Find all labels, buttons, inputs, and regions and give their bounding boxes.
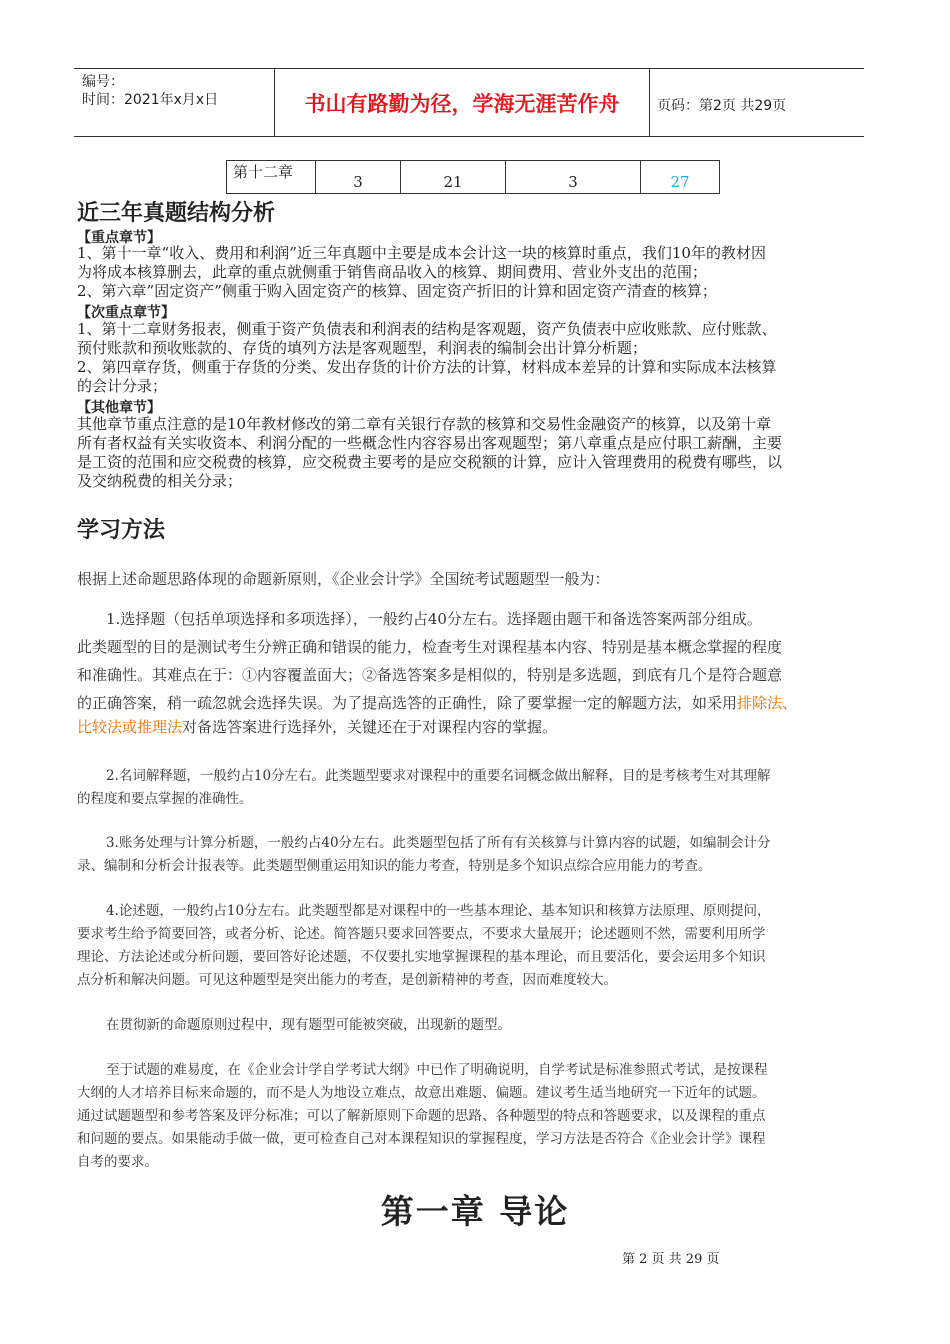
date-text: 时间：2021年x月x日 [82, 92, 219, 108]
motto: 书山有路勤为径，学海无涯苦作舟 [275, 69, 650, 136]
text-line: 的程度和要点掌握的准确性。 [77, 791, 253, 807]
text-line: 理论、方法论述或分析问题，要回答好论述题，不仅要扎实地掌握课程的基本理论，而且要活化，要会运用多个知识 [77, 949, 766, 965]
table-cell: 3 [506, 161, 641, 194]
text-line: 为将成本核算删去，此章的重点就侧重于销售商品收入的核算、期间费用、营业外支出的范围； [77, 263, 708, 281]
text-segment: 的正确答案，稍一疏忽就会选择失误。为了提高选答的正确性，除了要掌握一定的解题方法，如采用 [77, 694, 738, 712]
text-line: 1、第十一章“收入、费用和利润”近三年真题中主要是成本会计这一块的核算时重点，我们10年的教材因 [77, 244, 766, 262]
table-row [227, 161, 720, 194]
text-line: 及交纳税费的相关分录； [77, 472, 243, 490]
text-line: 至于试题的难易度，在《企业会计学自学考试大纲》中已作了明确说明，自学考试是标准参照式考试，是按课程 [106, 1062, 768, 1078]
chapter-title: 第一章 导论 [380, 1192, 570, 1231]
text-line: 1、第十二章财务报表，侧重于资产负债表和利润表的结构是客观题，资产负债表中应收账款、应付账款、 [77, 320, 777, 338]
text-line: 要求考生给予简要回答，或者分析、论述。简答题只要求回答要点，不要求大量展开；论述题则不然，需要利用所学 [77, 926, 766, 942]
highlight-text: 排除法、 [737, 694, 798, 712]
text-line: 通过试题题型和参考答案及评分标准；可以了解新原则下命题的思路、各种题型的特点和答题要求，以及课程的重点 [77, 1108, 766, 1124]
text-line: 此类题型的目的是测试考生分辨正确和错误的能力，检查考生对课程基本内容、特别是基本概念掌握的程度 [77, 638, 783, 656]
text-line: 3.账务处理与计算分析题，一般约占40分左右。此类题型包括了所有有关核算与计算内容的试题，如编制会计分 [106, 835, 771, 851]
text-line: 预付账款和预收账款的、存货的填列方法是客观题型，利润表的编制会出计算分析题； [77, 339, 648, 357]
text-line: 大纲的人才培养目标来命题的，而不是人为地设立难点，故意出难题、偏题。建议考生适当地研究一下近年的试题。 [77, 1085, 766, 1101]
number-label: 编号： [82, 74, 124, 90]
text-line: 和问题的要点。如果能动手做一做，更可检查自己对本课程知识的掌握程度，学习方法是否符合《企业会计学》课程 [77, 1131, 766, 1147]
text-line: 1.选择题（包括单项选择和多项选择），一般约占40分左右。选择题由题干和备选答案两部分组成。 [106, 610, 762, 628]
text-line: 在贯彻新的命题原则过程中，现有题型可能被突破，出现新的题型。 [106, 1017, 511, 1033]
table-cell: 21 [401, 161, 506, 194]
section-title-method: 学习方法 [77, 518, 166, 543]
text-line: 的会计分录； [77, 377, 168, 395]
other-chapters-label: 【其他章节】 [77, 400, 161, 416]
text-line: 2、第四章存货，侧重于存货的分类、发出存货的计价方法的计算，材料成本差异的计算和实际成本法核算 [77, 358, 777, 376]
key-chapters-label: 【重点章节】 [77, 230, 161, 246]
highlight-text: 比较法或推理法 [77, 718, 183, 736]
header-table [74, 68, 864, 137]
text-line: 自考的要求。 [77, 1154, 158, 1170]
text-line: 点分析和解决问题。可见这种题型是突出能力的考查，是创新精神的考查，因而难度较大。 [77, 972, 617, 988]
section-title-analysis: 近三年真题结构分析 [77, 201, 276, 226]
text-line: 其他章节重点注意的是10年教材修改的第二章有关银行存款的核算和交易性金融资产的核算，以及第十章 [77, 415, 772, 433]
secondary-chapters-label: 【次重点章节】 [77, 305, 175, 321]
header-left-cell [74, 69, 275, 136]
text-line: 是工资的范围和应交税费的核算，应交税费主要考的是应交税额的计算，应计入管理费用的税费有哪些，以 [77, 453, 783, 471]
score-table [226, 160, 720, 194]
page-footer: 第 2 页 共 29 页 [622, 1252, 720, 1267]
page-indicator: 页码：第2页 共29页 [657, 98, 787, 114]
table-cell-chapter: 第十二章 [227, 161, 316, 194]
text-line: 和准确性。其难点在于：①内容覆盖面大；②备选答案多是相似的，特别是多选题，到底有几个是符合题意 [77, 666, 783, 684]
text-line [77, 692, 797, 713]
text-segment: 对备选答案进行选择外，关键还在于对课程内容的掌握。 [182, 718, 558, 736]
text-line: 2.名词解释题，一般约占10分左右。此类题型要求对课程中的重要名词概念做出解释，目的是考核考生对其理解 [106, 768, 771, 784]
text-line: 4.论述题，一般约占10分左右。此类题型都是对课程中的一些基本理论、基本知识和核算方法原理、原则提问， [106, 903, 771, 919]
text-line [77, 716, 557, 737]
table-cell-total: 27 [641, 161, 720, 194]
table-cell: 3 [316, 161, 401, 194]
text-line: 所有者权益有关实收资本、利润分配的一些概念性内容容易出客观题型；第八章重点是应付职工薪酬，主要 [77, 434, 783, 452]
intro-paragraph: 根据上述命题思路体现的命题新原则，《企业会计学》全国统考试题题型一般为： [77, 570, 610, 588]
text-line: 2、第六章”固定资产”侧重于购入固定资产的核算、固定资产折旧的计算和固定资产清查的核算； [77, 282, 717, 300]
text-line: 录、编制和分析会计报表等。此类题型侧重运用知识的能力考查，特别是多个知识点综合应用能力的考查。 [77, 858, 712, 874]
